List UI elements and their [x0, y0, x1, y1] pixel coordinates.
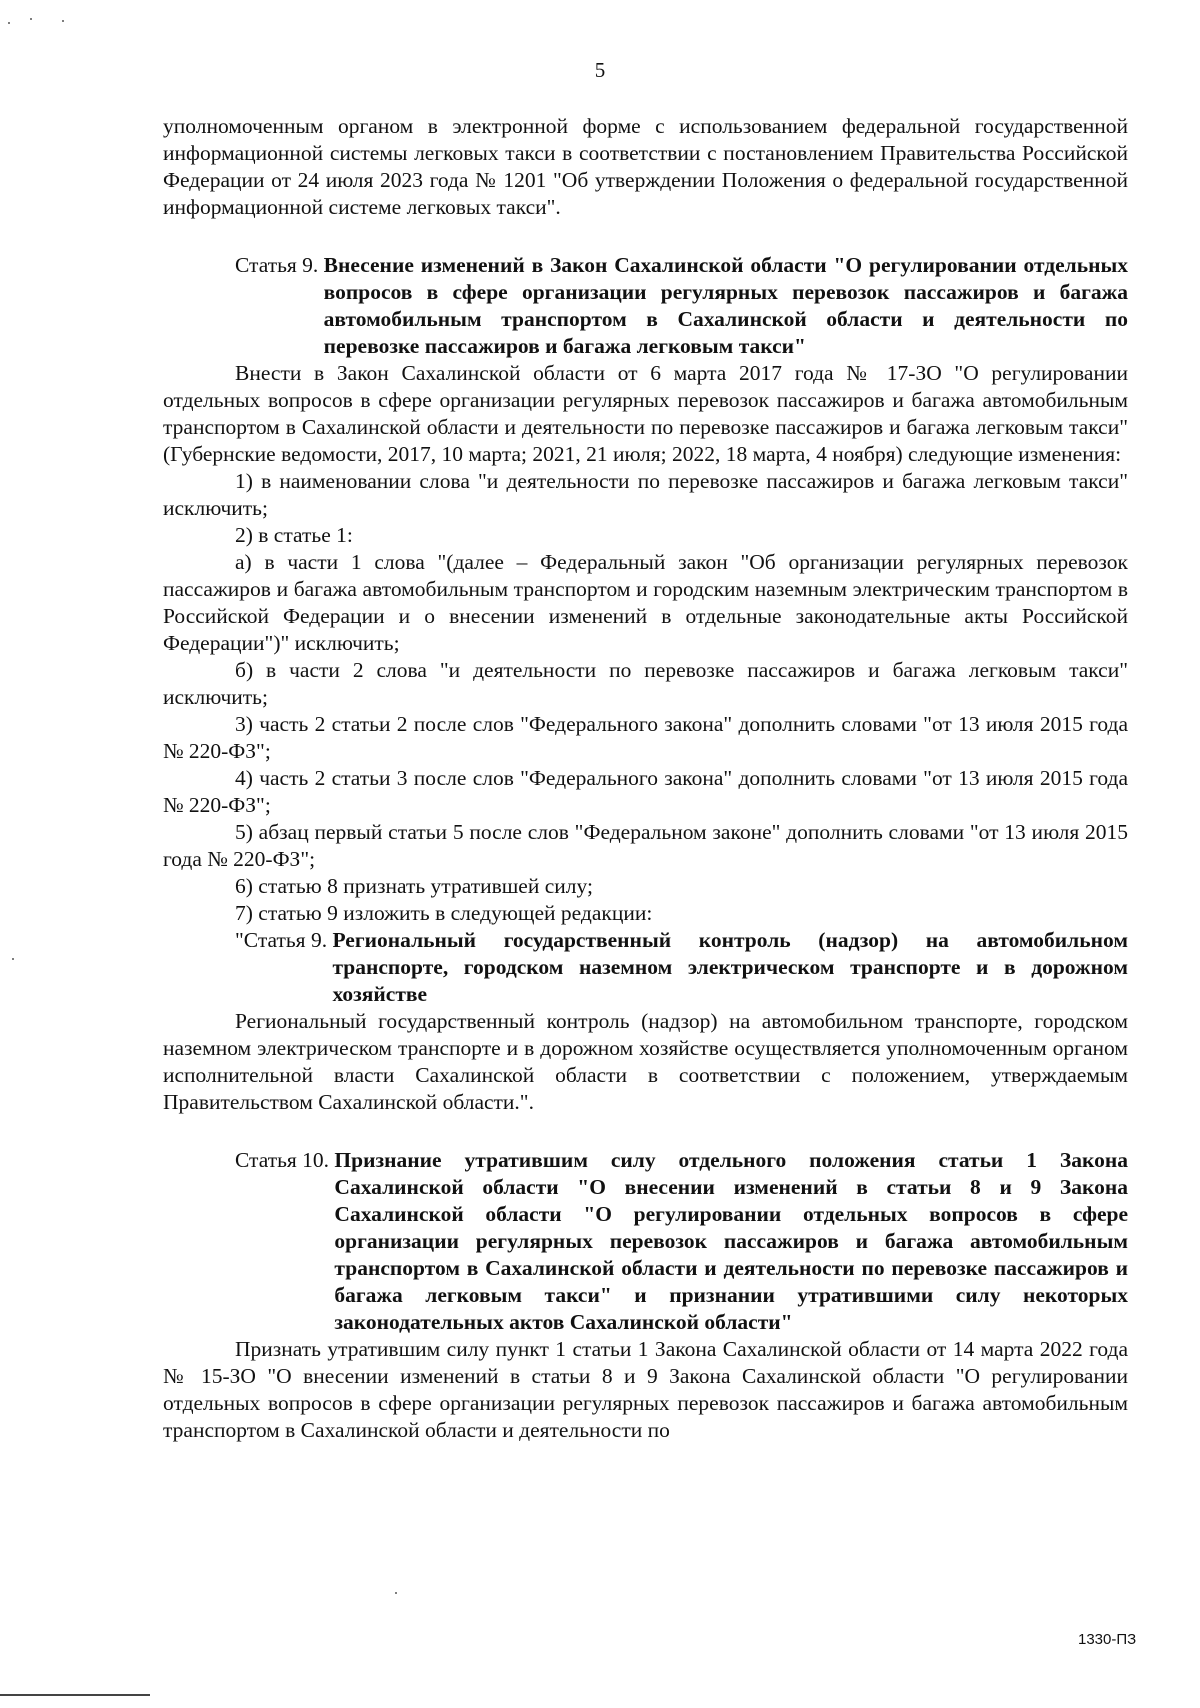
article-10-body: Признать утратившим силу пункт 1 статьи 1 Закона Сахалинской области от 14 марта 2022 года № 15-ЗО "О внесении изменений в статьи 8 и 9 Закона Сахалинской области "О регулировании отдельных вопросов в сфере организации регулярных перевозок пассажиров и багажа автомобильным транспортом в Сахалинской области и деятельности по	[163, 1337, 1128, 1442]
article-9-item-3: 3) часть 2 статьи 2 после слов "Федерального закона" дополнить словами "от 13 июля 2015 года № 220-ФЗ";	[163, 712, 1128, 763]
article-9-item-5: 5) абзац первый статьи 5 после слов "Федеральном законе" дополнить словами "от 13 июля 2015 года № 220-ФЗ";	[163, 820, 1128, 871]
quoted-article-9-body: Региональный государственный контроль (надзор) на автомобильном транспорте, городском наземном электрическом транспорте и в дорожном хозяйстве осуществляется уполномоченным органом исполнительной власти Сахалинской области в соответствии с положением, утверждаемым Правительством Сахалинской области.".	[163, 1009, 1128, 1114]
scan-speck	[30, 18, 32, 20]
article-9-item-7: 7) статью 9 изложить в следующей редакции:	[235, 901, 653, 925]
article-9-item-2b: б) в части 2 слова "и деятельности по перевозке пассажиров и багажа легковым такси" исключить;	[163, 658, 1128, 709]
scan-edge-line	[0, 1694, 150, 1696]
scan-speck	[62, 20, 64, 22]
article-9-item-4: 4) часть 2 статьи 3 после слов "Федерального закона" дополнить словами "от 13 июля 2015 года № 220-ФЗ";	[163, 766, 1128, 817]
article-9-intro: Внести в Закон Сахалинской области от 6 марта 2017 года № 17-ЗО "О регулировании отдельных вопросов в сфере организации регулярных перевозок пассажиров и багажа автомобильным транспортом в Сахалинской области и деятельности по перевозке пассажиров и багажа легковым такси" (Губернские ведомости, 2017, 10 марта; 2021, 21 июля; 2022, 18 марта, 4 ноября) следующие изменения:	[163, 361, 1128, 466]
quoted-article-9-heading	[163, 927, 1128, 1008]
article-9-title: Внесение изменений в Закон Сахалинской области "О регулировании отдельных вопросов в сфере организации регулярных перевозок пассажиров и багажа автомобильным транспортом в Сахалинской области и деятельности по перевозке пассажиров и багажа легковым такси"	[323, 253, 1128, 358]
page-number: 5	[594, 58, 606, 82]
scan-speck	[8, 22, 10, 24]
quoted-article-9-label: "Статья 9.	[235, 928, 333, 952]
article-10-heading	[163, 1147, 1128, 1336]
article-9-item-2: 2) в статье 1:	[235, 523, 353, 547]
scan-speck	[12, 958, 14, 960]
article-10-label: Статья 10.	[235, 1148, 335, 1172]
quoted-article-9-title: Региональный государственный контроль (надзор) на автомобильном транспорте, городском наземном электрическом транспорте и в дорожном хозяйстве	[332, 928, 1128, 1006]
article-9-item-2a: а) в части 1 слова "(далее – Федеральный закон "Об организации регулярных перевозок пассажиров и багажа автомобильным транспортом и городским наземным электрическим транспортом в Российской Федерации и о внесении изменений в отдельные законодательные акты Российской Федерации")" исключить;	[163, 550, 1128, 655]
scan-speck	[395, 1592, 397, 1594]
document-code: 1330-ПЗ	[1078, 1631, 1137, 1648]
article-9-item-1: 1) в наименовании слова "и деятельности по перевозке пассажиров и багажа легковым такси" исключить;	[163, 469, 1128, 520]
article-9-item-6: 6) статью 8 признать утратившей силу;	[235, 874, 593, 898]
article-9-label: Статья 9.	[235, 253, 324, 277]
article-9-heading	[163, 252, 1128, 360]
intro-paragraph: уполномоченным органом в электронной форме с использованием федеральной государственной информационной системы легковых такси в соответствии с постановлением Правительства Российской Федерации от 24 июля 2023 года № 1201 "Об утверждении Положения о федеральной государственной информационной системе легковых такси".	[163, 114, 1128, 219]
article-10-title: Признание утратившим силу отдельного положения статьи 1 Закона Сахалинской области "О внесении изменений в статьи 8 и 9 Закона Сахалинской области "О регулировании отдельных вопросов в сфере организации регулярных перевозок пассажиров и багажа автомобильным транспортом в Сахалинской области и деятельности по перевозке пассажиров и багажа легковым такси" и признании утратившими силу некоторых законодательных актов Сахалинской области"	[334, 1148, 1128, 1334]
document-body	[163, 113, 1128, 1444]
